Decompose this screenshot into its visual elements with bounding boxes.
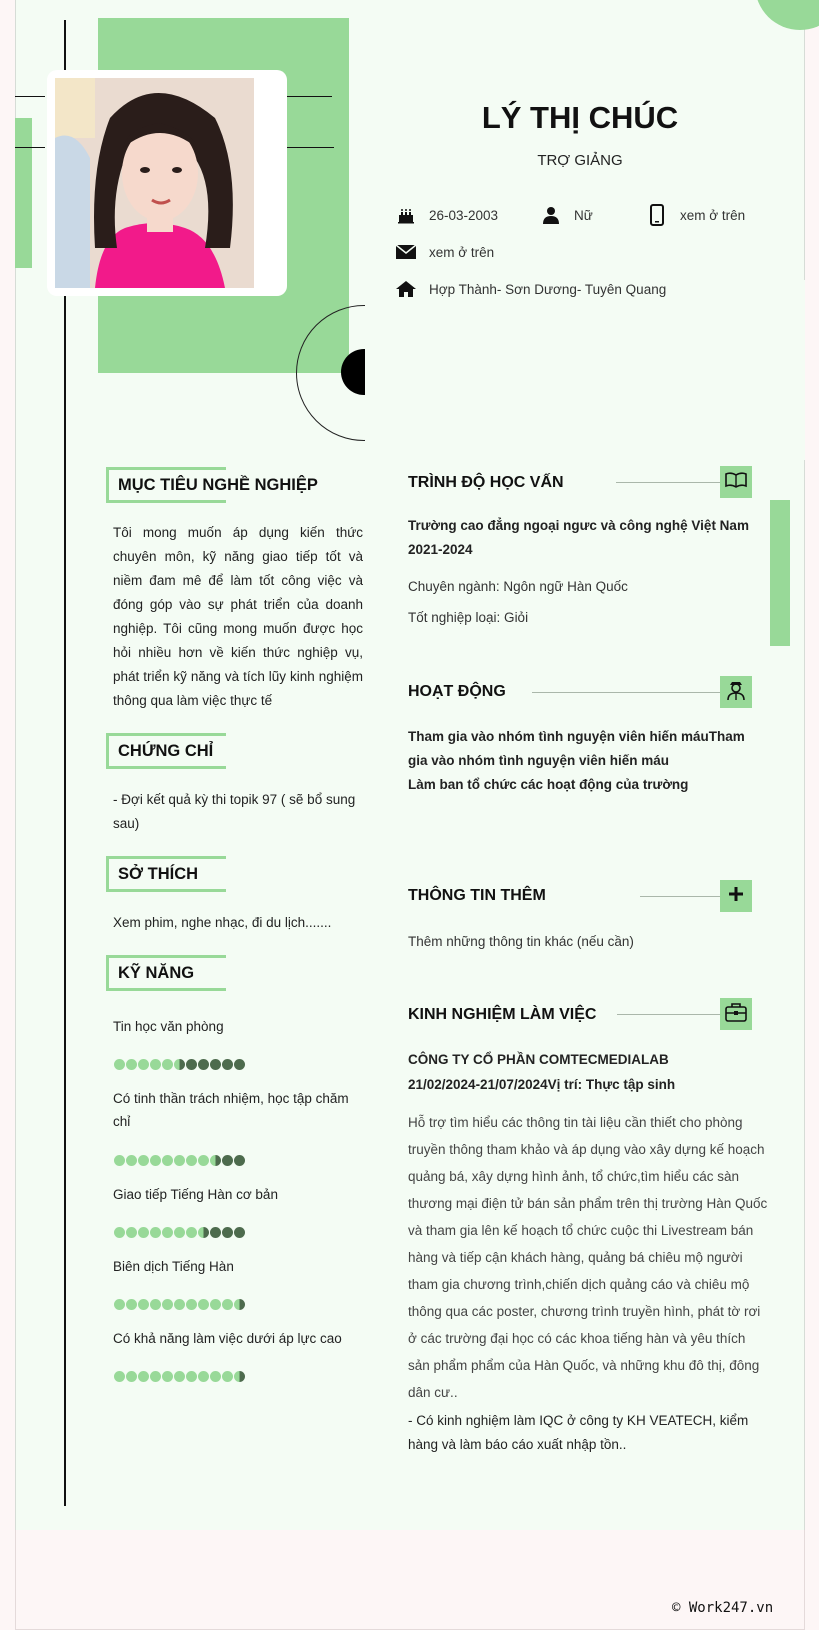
skill-dot [150, 1059, 161, 1070]
skill-dot [174, 1299, 185, 1310]
user-icon [540, 204, 562, 226]
skill-dot [138, 1299, 149, 1310]
skill-dot [234, 1227, 245, 1238]
experience-divider [617, 1014, 720, 1015]
skill-dot [114, 1299, 125, 1310]
briefcase-icon [725, 1002, 747, 1027]
skill-dot [198, 1371, 209, 1382]
skill-rating [114, 1299, 245, 1310]
phone-value: xem ở trên [680, 207, 746, 223]
skill-dot [234, 1299, 245, 1310]
graduation: Tốt nghiệp loại: Giỏi [408, 610, 529, 625]
skill-dot [126, 1059, 137, 1070]
birthday-cake-icon [395, 204, 417, 226]
plus-icon [728, 886, 744, 907]
skill-dot [210, 1155, 221, 1166]
skill-dot [198, 1299, 209, 1310]
skill-dot [138, 1155, 149, 1166]
h-rule [15, 147, 45, 148]
skill-dot [162, 1371, 173, 1382]
skill-dot [126, 1299, 137, 1310]
skill-dot [174, 1371, 185, 1382]
experience-description-2: - Có kinh nghiệm làm IQC ở công ty KH VEATECH, kiểm hàng và làm báo cáo xuất nhập tồn.. [408, 1413, 749, 1452]
skill-dot [210, 1227, 221, 1238]
skill-dot [162, 1059, 173, 1070]
skill-dot [150, 1371, 161, 1382]
skill-dot [138, 1371, 149, 1382]
skill-dot [198, 1059, 209, 1070]
skill-dot [150, 1299, 161, 1310]
candidate-name: LÝ THỊ CHÚC [481, 100, 679, 135]
activities-text-2: Làm ban tổ chức các hoạt động của trường [408, 777, 689, 792]
skill-rating [114, 1371, 245, 1382]
envelope-icon [395, 241, 417, 263]
skill-label: Tin học văn phòng [113, 1019, 224, 1034]
skill-dot [222, 1371, 233, 1382]
skills-title: KỸ NĂNG [118, 964, 195, 982]
skill-dot [174, 1059, 185, 1070]
skill-dot [114, 1371, 125, 1382]
gender-value: Nữ [574, 207, 593, 223]
skill-dot [198, 1155, 209, 1166]
hobby-text: Xem phim, nghe nhạc, đi du lịch....... [113, 915, 332, 930]
major: Chuyên ngành: Ngôn ngữ Hàn Quốc [408, 579, 628, 594]
skill-label: Có tinh thần trách nhiệm, học tập chăm chỉ [113, 1091, 349, 1129]
skill-dot [234, 1155, 245, 1166]
skill-dot [222, 1155, 233, 1166]
book-icon [725, 472, 747, 493]
skill-dot [210, 1299, 221, 1310]
address-value: Hợp Thành- Sơn Dương- Tuyên Quang [429, 281, 667, 297]
skill-dot [150, 1155, 161, 1166]
skill-dot [138, 1227, 149, 1238]
skill-rating [114, 1227, 245, 1238]
skill-dot [162, 1155, 173, 1166]
activities-text: Tham gia vào nhóm tình nguyện viên hiến máuTham gia vào nhóm tình nguyện viên hiến máu [408, 729, 745, 768]
left-accent-bar [15, 118, 32, 268]
experience-icon-box [720, 998, 752, 1030]
birthday-info [395, 204, 498, 226]
skill-dot [186, 1227, 197, 1238]
skill-dot [174, 1155, 185, 1166]
candidate-role: TRỢ GIẢNG [537, 152, 623, 169]
home-icon [395, 278, 417, 300]
cert-title: CHỨNG CHỈ [118, 742, 214, 760]
skill-dot [114, 1059, 125, 1070]
education-icon-box [720, 466, 752, 498]
experience-title: KINH NGHIỆM LÀM VIỆC [408, 1006, 597, 1023]
skill-label: Biên dịch Tiếng Hàn [113, 1259, 234, 1274]
phone-icon [646, 204, 668, 226]
email-info [395, 241, 494, 263]
activities-title: HOẠT ĐỘNG [408, 683, 506, 700]
work-period: 21/02/2024-21/07/2024Vị trí: Thực tập sinh [408, 1077, 676, 1092]
address-info [395, 278, 666, 300]
skill-dot [114, 1155, 125, 1166]
skill-dot [198, 1227, 209, 1238]
company-name: CÔNG TY CỔ PHẦN COMTECMEDIALAB [408, 1052, 669, 1067]
extra-text: Thêm những thông tin khác (nếu cần) [408, 934, 634, 949]
person-icon [726, 679, 746, 706]
skill-dot [222, 1059, 233, 1070]
activities-icon-box [720, 676, 752, 708]
objective-title: MỤC TIÊU NGHỀ NGHIỆP [118, 476, 318, 494]
skill-dot [126, 1371, 137, 1382]
skill-label: Có khả năng làm việc dưới áp lực cao [113, 1331, 342, 1346]
skill-label: Giao tiếp Tiếng Hàn cơ bản [113, 1187, 278, 1202]
objective-text: Tôi mong muốn áp dụng kiến thức chuyên môn, kỹ năng giao tiếp tốt và niềm đam mê để làm tốt công việc và đóng góp vào sự phát triển của doanh nghiệp. Tôi cũng mong muốn được học hỏi nhiều hơn về kiến thức nghiệp vụ, phát triển kỹ năng và tích lũy kinh nghiệm thông qua làm việc thực tế [113, 525, 363, 708]
skill-dot [186, 1299, 197, 1310]
gender-info [540, 204, 593, 226]
hobby-title: SỞ THÍCH [118, 865, 199, 883]
h-rule [15, 96, 45, 97]
skill-dot [162, 1227, 173, 1238]
skill-dot [162, 1299, 173, 1310]
skill-dot [222, 1299, 233, 1310]
avatar [55, 78, 254, 288]
skill-rating [114, 1155, 245, 1166]
copyright: © Work247.vn [672, 1600, 774, 1616]
skill-dot [174, 1227, 185, 1238]
skill-dot [186, 1371, 197, 1382]
skill-dot [126, 1155, 137, 1166]
skill-rating [114, 1059, 245, 1070]
skill-dot [138, 1059, 149, 1070]
skill-dot [186, 1059, 197, 1070]
skill-dot [210, 1371, 221, 1382]
extra-divider [640, 896, 720, 897]
extra-title: THÔNG TIN THÊM [408, 887, 546, 904]
skill-dot [222, 1227, 233, 1238]
phone-info [646, 204, 745, 226]
skill-dot [234, 1059, 245, 1070]
skill-dot [210, 1059, 221, 1070]
activities-divider [532, 692, 720, 693]
skill-dot [114, 1227, 125, 1238]
cert-text: - Đợi kết quả kỳ thi topik 97 ( sẽ bổ sung sau) [113, 792, 356, 831]
right-accent-bar [770, 500, 790, 646]
education-divider [616, 482, 720, 483]
experience-description: Hỗ trợ tìm hiểu các thông tin tài liệu cần thiết cho phòng truyền thông tham khảo và áp dụng vào xây dựng kế hoạch quảng bá, xây dựng hình ảnh, tổ chức,tìm hiểu các sàn thương mại điện tử bán sản phẩm trên thị trường Hàn Quốc và tham gia lên kế hoạch tổ chức cuộc thi Livestream bán hàng và tiếp cận khách hàng, quảng bá chiêu mộ người tham gia chương trình,chiến dịch quảng cáo và chiêu mộ thông qua các poster, chương trình truyền hình, phát tờ rơi ở các trường đại học có các khoa tiếng hàn và yêu thích sản phẩm phẩm của Hàn Quốc, và những khu đô thị, đông dân cư.. [408, 1115, 768, 1400]
skill-dot [126, 1227, 137, 1238]
skill-dot [186, 1155, 197, 1166]
education-title: TRÌNH ĐỘ HỌC VẤN [408, 474, 564, 491]
birthday-value: 26-03-2003 [429, 207, 499, 223]
school-name: Trường cao đẳng ngoại ngưc và công nghệ Việt Nam [408, 518, 749, 533]
extra-icon-box [720, 880, 752, 912]
mask [365, 280, 805, 460]
school-years: 2021-2024 [408, 542, 473, 557]
email-value: xem ở trên [429, 244, 495, 260]
skill-dot [234, 1371, 245, 1382]
skill-dot [150, 1227, 161, 1238]
